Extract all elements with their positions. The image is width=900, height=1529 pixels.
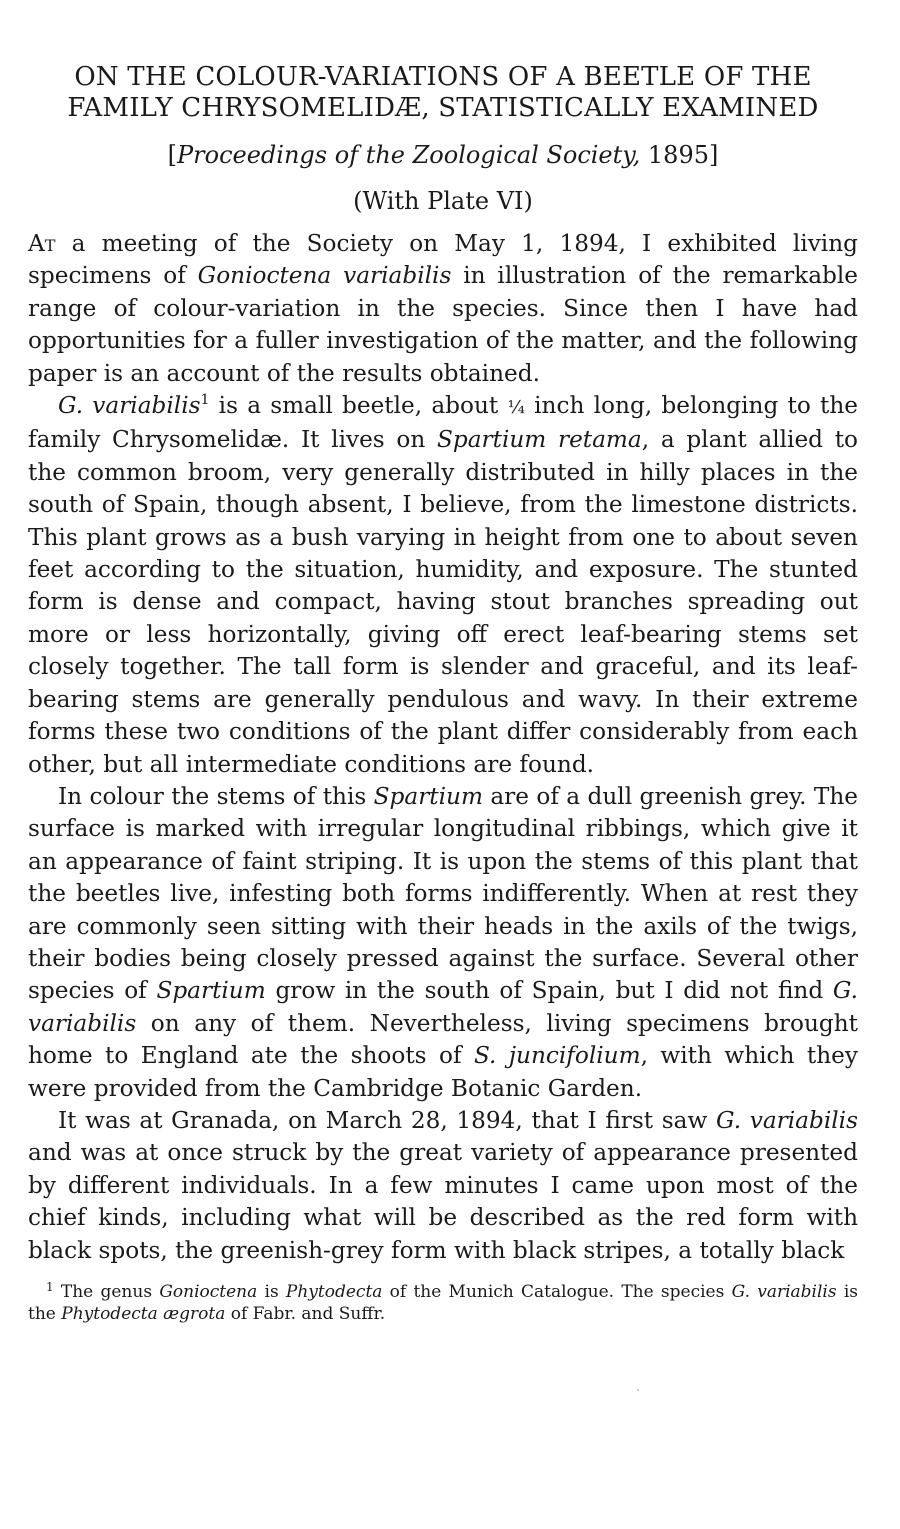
paragraph-1 (28, 228, 858, 390)
p3-text-3: grow in the south of Spain, but I did not find (265, 977, 833, 1005)
source-year: 1895] (640, 141, 719, 169)
footnote-species-2: Phytodecta ægrota (61, 1304, 226, 1324)
p1-text-2: in illustration of the remarkable range of colour-variation in the species. Since then I have had opportunities for a fuller investigation of the matter, and the following paper is an account of the results obtained. (28, 262, 859, 387)
paragraph-lead-word: At (28, 230, 56, 257)
footnote-genus-1: Gonioctena (159, 1282, 258, 1302)
p3-genus-2: Spartium (156, 977, 266, 1005)
footnote (28, 1281, 858, 1325)
paragraph-4 (28, 1105, 858, 1267)
footnote-mark: 1 (46, 1280, 54, 1294)
p3-text-5: , with which they were provided from the Cambridge Botanic Garden. (28, 1042, 858, 1102)
p2-species: G. variabilis (58, 392, 201, 420)
article-title (28, 62, 858, 124)
title-line-1: ON THE COLOUR-VARIATIONS OF A BEETLE OF THE (74, 62, 812, 92)
source-open-bracket: [ (167, 141, 178, 169)
footnote-text-5: of Fabr. and Suffr. (225, 1304, 386, 1324)
footnote-reference: 1 (200, 392, 210, 409)
p3-genus: Spartium (373, 782, 483, 810)
plate-reference: (With Plate VI) (353, 187, 533, 215)
p4-text-2: and was at once struck by the great variety of appearance presented by different individuals. In a few minutes I came upon most of the chief kinds, including what will be described as the red form with black spots, the greenish-grey form with black stripes, a totally black (28, 1139, 858, 1264)
paragraph-2 (28, 390, 858, 781)
p4-species: G. variabilis (716, 1106, 858, 1134)
article-body (28, 228, 858, 1267)
footnote-text-4: is the (28, 1282, 858, 1324)
footnote-text-1: The genus (53, 1282, 160, 1302)
scan-speck (637, 1389, 639, 1391)
journal-name: Proceedings of the Zoological Society, (177, 141, 641, 169)
p3-text-4: on any of them. Nevertheless, living specimens brought home to England ate the shoots of (28, 1009, 858, 1070)
footnote-text-3: of the Munich Catalogue. The species (382, 1282, 732, 1302)
footnote-species-1: G. variabilis (731, 1282, 837, 1302)
p3-species: G. variabilis (28, 977, 858, 1037)
paragraph-3 (28, 781, 858, 1105)
p2-plant: Spartium retama (437, 426, 642, 454)
p1-text-1: a meeting of the Society on May 1, 1894, I exhibited living specimens of (28, 230, 858, 290)
p2-text-3: , a plant allied to the common broom, very generally distributed in hilly places in the south of Spain, though absent, I believe, from the limestone districts. This plant grows as a bush varying in height from one to about seven feet according to the situation, humidity, and exposure. The stunted form is dense and compact, having stout branches spreading out more or less horizontally, giving off erect leaf-bearing stems set closely together. The tall form is slender and graceful, and its leaf-bearing stems are generally pendulous and wavy. In their extreme forms these two conditions of the plant differ considerably from each other, but all intermediate conditions are found. (28, 426, 858, 778)
p2-fraction: ¼ (507, 397, 525, 419)
p3-text-1: In colour the stems of this (58, 782, 374, 810)
footnote-text-2: is (257, 1282, 286, 1302)
source-citation (28, 140, 858, 170)
p1-species: Gonioctena variabilis (197, 262, 452, 290)
page (28, 62, 858, 1325)
title-line-2: FAMILY CHRYSOMELIDÆ, STATISTICALLY EXAMINED (67, 93, 819, 123)
p2-text-2: inch long, belonging to the family Chrysomelidæ. It lives on (28, 392, 858, 454)
footnote-genus-2: Phytodecta (285, 1282, 383, 1302)
p4-text-1: It was at Granada, on March 28, 1894, that I first saw (58, 1106, 717, 1134)
p3-text-2: are of a dull greenish grey. The surface is marked with irregular longitudinal ribbings, which give it an appearance of faint striping. It is upon the stems of this plant that the beetles live, infesting both forms indifferently. When at rest they are commonly seen sitting with their heads in the axils of the twigs, their bodies being closely pressed against the surface. Several other species of (28, 782, 858, 1005)
p2-text-1: is a small beetle, about (209, 392, 508, 420)
p3-plant: S. juncifolium (473, 1042, 641, 1070)
